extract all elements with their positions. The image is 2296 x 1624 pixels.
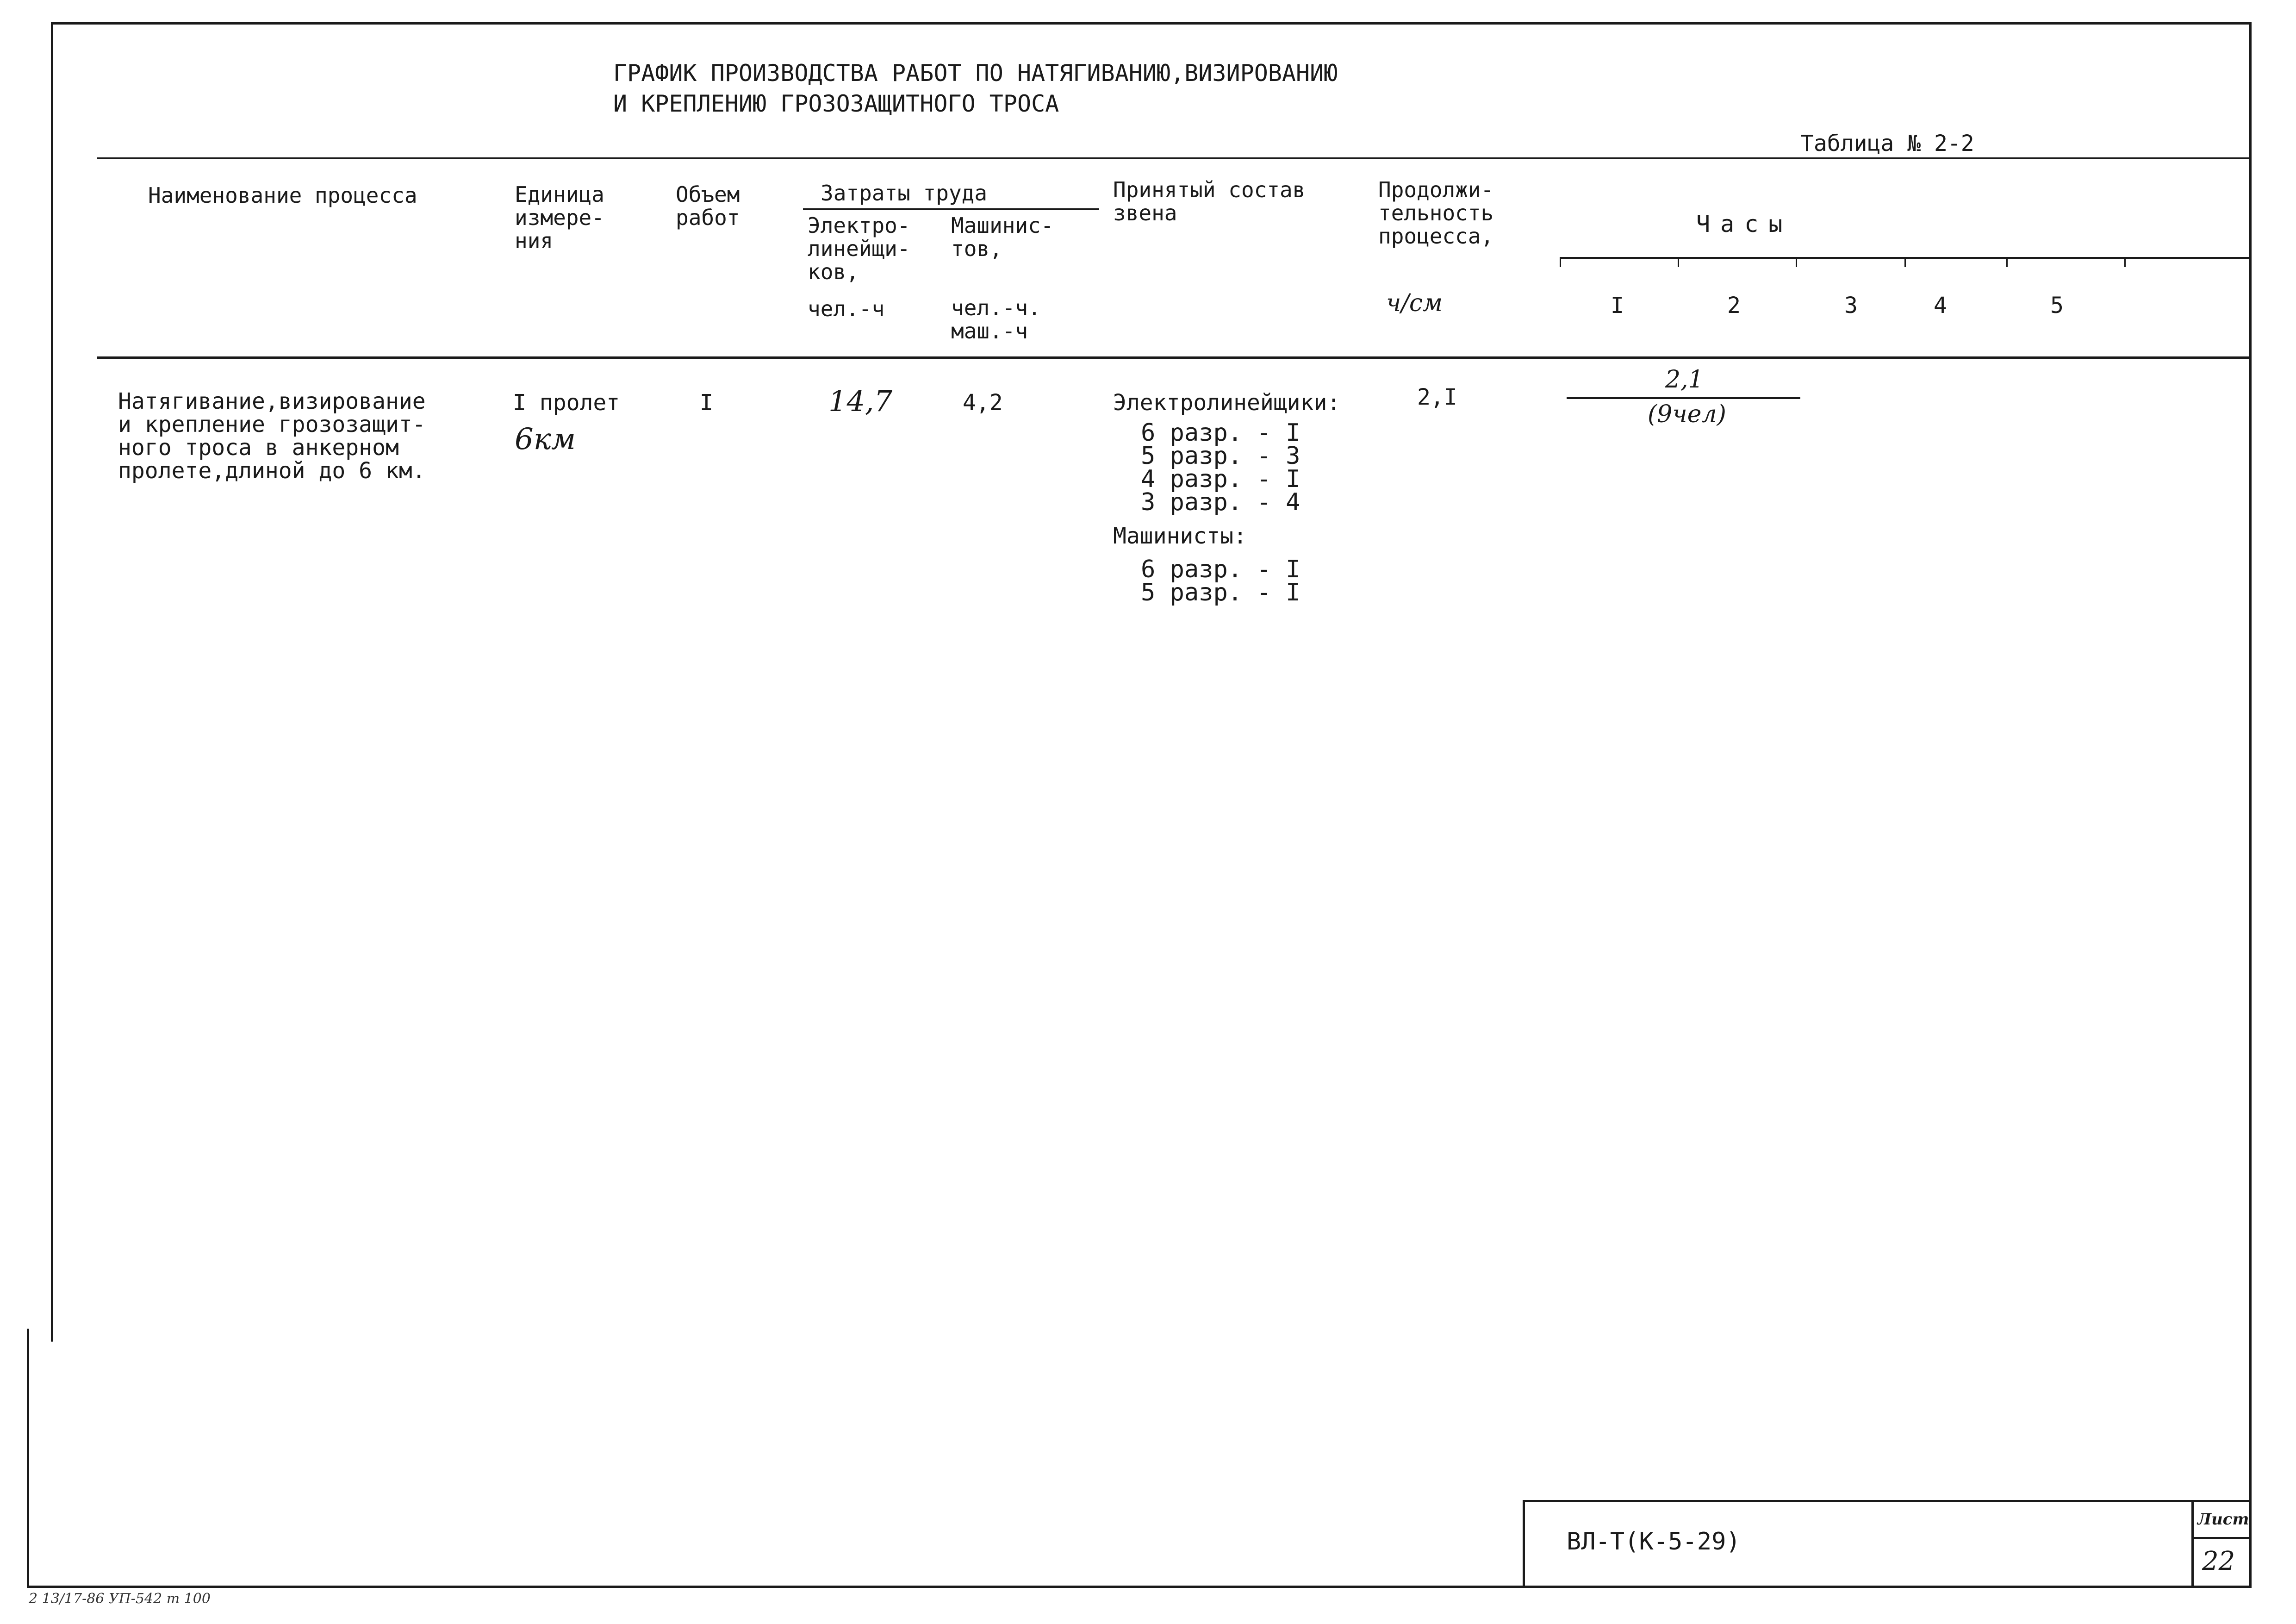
hour-col-1: I	[1611, 293, 1624, 319]
header-unit: Единица измере- ния	[515, 182, 604, 253]
header-hours: Часы	[1696, 211, 1793, 237]
header-duration-unit: ч/см	[1386, 289, 1443, 317]
header-volume: Объем работ	[676, 182, 740, 230]
schedule-bar-bottom-label: (9чел)	[1648, 400, 1726, 428]
schedule-bar-top-label: 2,1	[1665, 366, 1704, 394]
frame-left	[27, 1329, 29, 1588]
hour-col-5: 5	[2050, 293, 2064, 319]
row-unit-handwritten: 6км	[515, 422, 576, 456]
hour-tick	[1678, 257, 1679, 267]
hour-col-2: 2	[1727, 293, 1741, 319]
header-labor: Затраты труда	[821, 181, 988, 206]
hour-tick	[1904, 257, 1906, 267]
hour-tick	[1560, 257, 1561, 267]
header-process: Наименование процесса	[148, 183, 417, 208]
header-labor-electric-unit: чел.-ч	[808, 296, 885, 321]
header-labor-electric: Электро- линейщи- ков,	[808, 213, 910, 284]
frame-bottom	[27, 1586, 2252, 1588]
hour-tick	[2006, 257, 2008, 267]
schedule-bar	[1567, 397, 1800, 399]
stamp-sheet-rule	[2191, 1537, 2252, 1539]
stamp-left-rule	[1523, 1500, 1525, 1588]
hour-col-4: 4	[1934, 293, 1947, 319]
header-bottom-rule	[97, 356, 2249, 359]
frame-right	[2249, 22, 2252, 1588]
row-process: Натягивание,визирование и крепление грозозащит- ного троса в анкерном пролете,длиной до 6 км.	[118, 388, 426, 484]
footer-print-note: 2 13/17-86 УП-542 т 100	[29, 1591, 211, 1607]
stamp-sheet-number: 22	[2202, 1546, 2235, 1576]
header-duration: Продолжи- тельность процесса,	[1378, 177, 1494, 249]
row-crew-machinists-title: Машинисты:	[1113, 523, 1247, 549]
document-title-line-2: И КРЕПЛЕНИЮ ГРОЗОЗАЩИТНОГО ТРОСА	[613, 90, 1059, 117]
stamp-top-rule	[1523, 1500, 2252, 1502]
row-unit: I пролет	[513, 390, 620, 416]
row-crew-machinists: 6 разр. - I 5 разр. - I	[1141, 556, 1300, 606]
header-crew: Принятый состав звена	[1113, 177, 1306, 225]
stamp-sheet-divider	[2191, 1500, 2194, 1588]
table-number-label: Таблица № 2-2	[1800, 131, 1974, 156]
row-volume: I	[700, 390, 713, 416]
hour-col-3: 3	[1844, 293, 1858, 319]
frame-margin-mark-1	[27, 1389, 29, 1430]
frame-top	[51, 22, 2252, 25]
header-top-rule	[97, 157, 2249, 159]
row-labor-machinists: 4,2	[963, 390, 1003, 416]
frame-left-upper	[51, 22, 53, 1342]
row-labor-electric: 14,7	[828, 384, 893, 418]
hour-tick	[1796, 257, 1797, 267]
hour-tick	[2124, 257, 2126, 267]
document-title-line-1: ГРАФИК ПРОИЗВОДСТВА РАБОТ ПО НАТЯГИВАНИЮ,ВИЗИРОВАНИЮ	[613, 60, 1338, 87]
stamp-code: ВЛ-Т(К-5-29)	[1567, 1528, 1741, 1555]
frame-margin-mark-2	[27, 1472, 29, 1514]
document-title	[613, 58, 1338, 119]
row-duration: 2,I	[1417, 384, 1457, 410]
labor-header-rule	[803, 208, 1099, 210]
header-labor-machinists: Машинис- тов,	[951, 213, 1054, 261]
row-crew-electric: 6 разр. - I 5 разр. - 3 4 разр. - I 3 разр. - 4	[1141, 419, 1300, 516]
header-labor-machinists-unit: чел.-ч. маш.-ч	[951, 295, 1041, 344]
stamp-sheet-label: Лист	[2197, 1510, 2249, 1529]
row-crew-electric-title: Электролинейщики:	[1113, 390, 1341, 416]
